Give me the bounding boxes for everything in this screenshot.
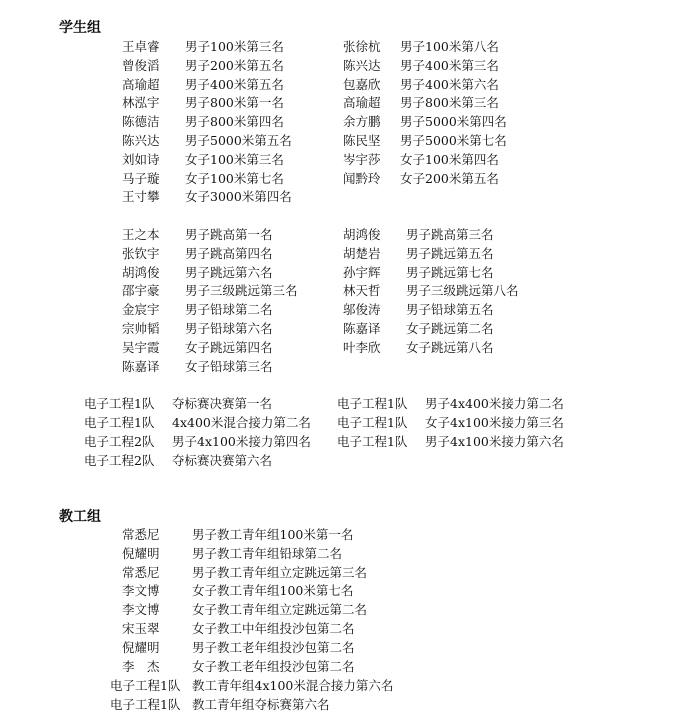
athlete-name: 王寸攀	[122, 189, 160, 205]
event-result: 男子铅球第二名	[185, 302, 273, 318]
event-result: 教工青年组夺标赛第六名	[192, 697, 330, 712]
event-result: 男子跳远第五名	[406, 245, 494, 261]
athlete-name: 陈德洁	[122, 114, 160, 130]
event-result: 男子三级跳远第三名	[185, 283, 298, 299]
athlete-name: 常悉尼	[122, 564, 160, 580]
event-result: 男子教工青年组立定跳远第三名	[192, 564, 368, 580]
event-result: 女子跳远第二名	[406, 321, 494, 336]
event-result: 男子4x400米接力第二名	[425, 396, 564, 411]
athlete-name: 王之本	[122, 227, 160, 242]
athlete-name: 电子工程1队	[337, 434, 408, 449]
event-result: 女子100米第七名	[185, 170, 284, 186]
athlete-name: 邵宇豪	[122, 283, 160, 299]
athlete-name: 电子工程1队	[84, 415, 155, 430]
event-result: 女子教工青年组立定跳远第二名	[192, 602, 368, 618]
event-result: 4x400米混合接力第二名	[172, 415, 311, 430]
event-result: 女子3000米第四名	[185, 189, 292, 205]
athlete-name: 李 杰	[122, 658, 160, 674]
event-result: 女子跳远第四名	[185, 339, 273, 355]
event-result: 男子200米第五名	[185, 57, 284, 73]
athlete-name: 岑宇莎	[343, 151, 381, 167]
athlete-name: 陈嘉译	[122, 358, 160, 374]
athlete-name: 高瑜超	[343, 95, 381, 111]
athlete-name: 宋玉翠	[122, 621, 160, 636]
event-result: 男子教工青年组铅球第二名	[192, 545, 343, 561]
event-result: 男子400米第六名	[400, 76, 499, 92]
athlete-name: 孙宇辉	[343, 264, 381, 280]
event-result: 女子100米第三名	[185, 151, 284, 167]
athlete-name: 王卓睿	[122, 39, 160, 54]
event-result: 男子100米第三名	[185, 39, 284, 54]
event-result: 女子100米第四名	[400, 151, 499, 167]
athlete-name: 林天哲	[343, 283, 381, 299]
athlete-name: 电子工程2队	[84, 453, 155, 468]
athlete-name: 李文博	[122, 602, 160, 618]
event-result: 教工青年组4x100米混合接力第六名	[192, 678, 394, 693]
event-result: 男子跳远第七名	[406, 264, 494, 280]
event-result: 男子铅球第五名	[406, 302, 494, 318]
athlete-name: 闻黔玲	[343, 170, 381, 186]
event-result: 女子教工老年组投沙包第二名	[192, 658, 355, 674]
event-result: 夺标赛决赛第一名	[172, 396, 273, 411]
staff-section-title: 教工组	[59, 509, 101, 525]
event-result: 男子4x100米接力第四名	[172, 434, 311, 449]
athlete-name: 马子璇	[122, 170, 160, 186]
event-result: 女子教工中年组投沙包第二名	[192, 621, 355, 636]
athlete-name: 电子工程1队	[110, 697, 181, 712]
student-section-title: 学生组	[59, 20, 101, 36]
athlete-name: 宗帅韬	[122, 321, 160, 336]
athlete-name: 金宸宇	[122, 302, 160, 318]
event-result: 男子800米第一名	[185, 95, 284, 111]
event-result: 男子跳远第六名	[185, 264, 273, 280]
athlete-name: 电子工程2队	[84, 434, 155, 449]
athlete-name: 高瑜超	[122, 76, 160, 92]
athlete-name: 电子工程1队	[110, 678, 181, 693]
athlete-name: 胡鸿俊	[343, 227, 381, 242]
event-result: 男子跳高第三名	[406, 227, 494, 242]
athlete-name: 胡鸿俊	[122, 264, 160, 280]
athlete-name: 陈民坚	[343, 133, 381, 148]
athlete-name: 吴宇霞	[122, 339, 160, 355]
event-result: 男子铅球第六名	[185, 321, 273, 336]
athlete-name: 包嘉欣	[343, 76, 381, 92]
athlete-name: 陈兴达	[343, 57, 381, 73]
athlete-name: 电子工程1队	[337, 396, 408, 411]
event-result: 男子400米第三名	[400, 57, 499, 73]
athlete-name: 曾俊滔	[122, 57, 160, 73]
event-result: 女子200米第五名	[400, 170, 499, 186]
event-result: 男子跳高第一名	[185, 227, 273, 242]
event-result: 男子800米第四名	[185, 114, 284, 130]
athlete-name: 林泓宇	[122, 95, 160, 111]
athlete-name: 常悉尼	[122, 527, 160, 542]
athlete-name: 叶李欣	[343, 339, 381, 355]
event-result: 男子教工老年组投沙包第二名	[192, 639, 355, 655]
event-result: 男子跳高第四名	[185, 245, 273, 261]
event-result: 男子400米第五名	[185, 76, 284, 92]
event-result: 男子5000米第七名	[400, 133, 507, 148]
event-result: 女子跳远第八名	[406, 339, 494, 355]
athlete-name: 邬俊涛	[343, 302, 381, 318]
event-result: 男子100米第八名	[400, 39, 499, 54]
athlete-name: 倪耀明	[122, 545, 160, 561]
event-result: 男子三级跳远第八名	[406, 283, 519, 299]
athlete-name: 张徐杭	[343, 39, 381, 54]
event-result: 男子教工青年组100米第一名	[192, 527, 354, 542]
athlete-name: 陈兴达	[122, 133, 160, 148]
event-result: 夺标赛决赛第六名	[172, 453, 273, 468]
athlete-name: 李文博	[122, 583, 160, 599]
event-result: 女子教工青年组100米第七名	[192, 583, 354, 599]
athlete-name: 陈嘉译	[343, 321, 381, 336]
athlete-name: 电子工程1队	[337, 415, 408, 430]
athlete-name: 刘如诗	[122, 151, 160, 167]
event-result: 女子铅球第三名	[185, 358, 273, 374]
event-result: 男子5000米第四名	[400, 114, 507, 130]
event-result: 男子5000米第五名	[185, 133, 292, 148]
athlete-name: 电子工程1队	[84, 396, 155, 411]
athlete-name: 张钦宇	[122, 245, 160, 261]
event-result: 男子800米第三名	[400, 95, 499, 111]
athlete-name: 余方鹏	[343, 114, 381, 130]
athlete-name: 胡楚岩	[343, 245, 381, 261]
event-result: 女子4x100米接力第三名	[425, 415, 564, 430]
event-result: 男子4x100米接力第六名	[425, 434, 564, 449]
athlete-name: 倪耀明	[122, 639, 160, 655]
